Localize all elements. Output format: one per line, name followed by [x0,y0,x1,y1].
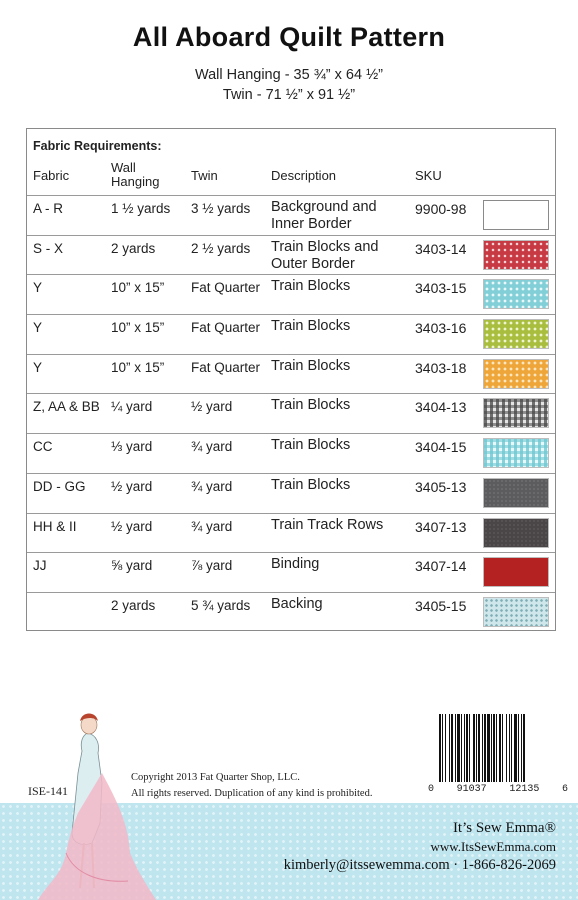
cell-fabric: Y [33,359,43,375]
table-row [27,195,555,235]
cell-description: Train Blocks [271,476,351,493]
contact-info: kimberly@itssewemma.com · 1-866-826-2069 [283,857,556,873]
copyright-notice [131,770,372,802]
brand-name: It’s Sew Emma® [452,820,556,836]
cell-twin: Fat Quarter [191,320,261,336]
fabric-swatch [483,319,549,349]
cell-wall-hanging: ½ yard [111,518,153,534]
cell-sku: 9900-98 [415,201,467,217]
pattern-code: ISE-141 [28,784,68,798]
barcode-bar [511,714,512,782]
fabric-swatch [483,478,549,508]
cell-sku: 3405-15 [415,597,467,614]
cell-wall-hanging: 10” x 15” [111,320,165,336]
cell-description: Train Blocks and Outer Border [271,238,379,272]
cell-wall-hanging: 10” x 15” [111,280,165,296]
barcode-digit-left: 91037 [456,784,487,795]
cell-twin: ⅞ yard [191,558,233,574]
cell-twin: ¾ yard [191,478,233,494]
cell-fabric: A - R [33,201,64,216]
cell-sku: 3404-13 [415,399,467,416]
barcode-digit-check: 6 [561,784,568,795]
barcode-bar [442,714,443,782]
table-row [27,393,555,433]
barcode-digit-system: 0 [428,784,435,795]
barcode-bar [484,714,486,782]
barcode-bar [449,714,450,782]
table-row [27,274,555,314]
cell-sku: 3403-16 [415,320,467,337]
size-wall-hanging: Wall Hanging - 35 ¾” x 64 ½” [194,67,384,83]
cell-fabric: HH & II [33,518,77,534]
barcode-bar [487,714,490,782]
fabric-swatch [483,279,549,309]
cell-twin: ½ yard [191,399,233,415]
cell-twin: 2 ½ yards [191,240,251,256]
cell-wall-hanging: 10” x 15” [111,359,165,375]
table-row [27,513,555,553]
table-row [27,433,555,473]
table-body [27,195,555,632]
cell-sku: 3407-13 [415,518,467,535]
table-row [27,314,555,354]
barcode-bar [457,714,460,782]
cell-wall-hanging: ¼ yard [111,399,153,415]
barcode-bar [439,714,441,782]
cell-description: Train Blocks [271,437,351,454]
table-row [27,235,555,275]
barcode-bar [455,714,456,782]
column-header-twin: Twin [191,168,218,183]
cell-fabric: DD - GG [33,478,86,494]
barcode-bar [496,714,497,782]
pattern-title: All Aboard Quilt Pattern [132,22,446,52]
barcode-bar [466,714,468,782]
cell-sku: 3403-15 [415,280,467,297]
cell-description: Train Track Rows [271,516,384,533]
cell-sku: 3403-14 [415,240,467,257]
cell-sku: 3403-18 [415,359,467,376]
column-header-wall-line2: Hanging [111,174,160,189]
cell-fabric: Z, AA & BB [33,399,100,415]
cell-wall-hanging: 2 yards [111,597,156,613]
cell-wall-hanging: 1 ½ yards [111,201,171,216]
fabric-swatch [483,200,549,230]
barcode-bar [445,714,446,782]
cell-fabric: CC [33,439,53,455]
cell-wall-hanging: ½ yard [111,478,153,494]
column-header-description: Description [271,168,337,183]
barcode-digit-right: 12135 [509,784,540,795]
barcode-digits [428,784,568,795]
table-row [27,552,555,592]
website-link[interactable]: www.ItsSewEmma.com [430,839,556,854]
fabric-requirements-table [26,128,556,631]
barcode-bar [451,714,453,782]
barcode-bar [464,714,465,782]
barcode-bar [506,714,507,782]
upc-barcode [437,714,555,782]
cell-twin: ¾ yard [191,439,233,455]
size-twin: Twin - 71 ½” x 91 ½” [222,87,356,103]
barcode-bar [509,714,510,782]
barcode-bar [478,714,480,782]
copyright-line2: All rights reserved. Duplication of any kind is prohibited. [131,788,373,799]
table-row [27,592,555,632]
table-row [27,354,555,394]
barcode-bar [502,714,503,782]
barcode-bar [523,714,525,782]
column-header-wall-line1: Wall [111,160,136,175]
cell-twin: Fat Quarter [191,280,261,296]
cell-wall-hanging: ⅝ yard [111,558,153,574]
barcode-bar [469,714,470,782]
fabric-swatch [483,557,549,587]
cell-fabric: S - X [33,240,64,256]
cell-twin: 3 ½ yards [191,201,251,216]
column-header-fabric: Fabric [33,168,70,183]
cell-twin: Fat Quarter [191,359,261,375]
column-header-sku: SKU [415,168,442,183]
cell-twin: ¾ yard [191,518,233,534]
fabric-swatch [483,518,549,548]
barcode-bar [461,714,462,782]
barcode-bar [518,714,519,782]
barcode-bar [491,714,492,782]
cell-description: Background and Inner Border [271,199,377,232]
table-row [27,473,555,513]
barcode-bar [514,714,517,782]
fabric-swatch [483,359,549,389]
fabric-swatch [483,597,549,627]
cell-description: Train Blocks [271,278,351,295]
barcode-bar [499,714,501,782]
cell-description: Binding [271,556,320,573]
copyright-line1: Copyright 2013 Fat Quarter Shop, LLC. [131,772,300,783]
cell-sku: 3405-13 [415,478,467,495]
cell-twin: 5 ¾ yards [191,597,251,613]
barcode-bar [521,714,522,782]
cell-fabric: Y [33,280,43,296]
cell-description: Train Blocks [271,397,351,414]
cell-fabric: JJ [33,558,47,574]
cell-description: Backing [271,595,323,612]
cell-wall-hanging: ⅓ yard [111,439,153,455]
barcode-bar [493,714,495,782]
barcode-bar [473,714,475,782]
cell-sku: 3404-15 [415,439,467,456]
cell-description: Train Blocks [271,318,351,335]
barcode-bar [482,714,483,782]
fabric-swatch [483,240,549,270]
column-header-wall-hanging [111,161,159,189]
cell-wall-hanging: 2 yards [111,240,156,256]
cell-sku: 3407-14 [415,558,467,575]
barcode-bar [476,714,477,782]
fabric-swatch [483,438,549,468]
cell-description: Train Blocks [271,357,351,374]
fabric-requirements-label: Fabric Requirements: [33,139,162,153]
fabric-swatch [483,398,549,428]
cell-fabric: Y [33,320,43,336]
